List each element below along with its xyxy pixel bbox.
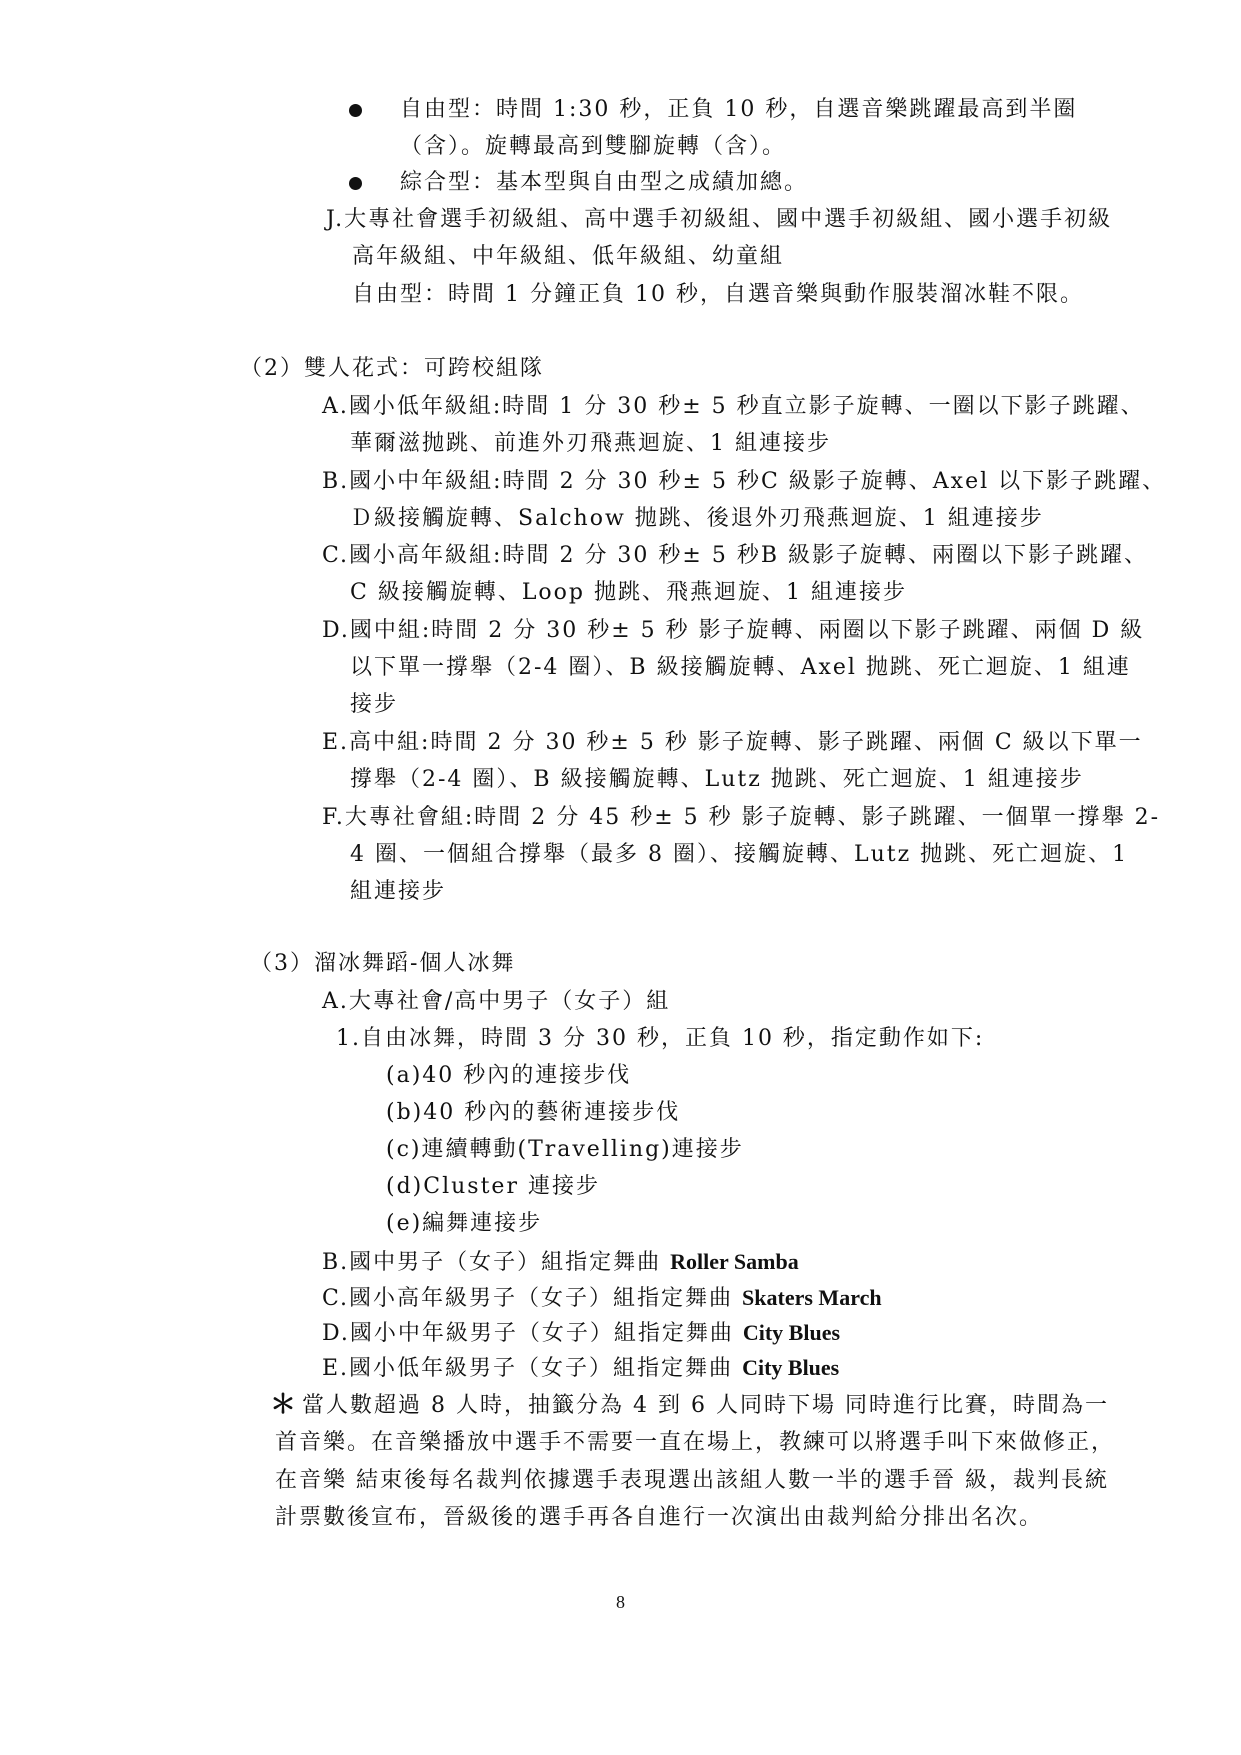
- dance-element: (d)Cluster 連接步: [386, 1174, 600, 1199]
- note-line-2: 首音樂。在音樂播放中選手不需要一直在場上，教練可以將選手叫下來做修正，: [275, 1430, 1116, 1455]
- pairs-line: 華爾滋抛跳、前進外刃飛燕迴旋、1 組連接步: [350, 431, 831, 456]
- pairs-line: A.國小低年級組:時間 1 分 30 秒± 5 秒直立影子旋轉、一圈以下影子跳躍、: [322, 394, 1145, 419]
- pairs-line: Ｄ級接觸旋轉、Salchow 抛跳、後退外刃飛燕迴旋、1 組連接步: [350, 506, 1044, 531]
- bullet-icon: [349, 177, 362, 190]
- category-j-line-3: 自由型：時間 1 分鐘正負 10 秒，自選音樂與動作服裝溜冰鞋不限。: [352, 282, 1084, 307]
- pairs-line: 接步: [350, 692, 399, 717]
- pairs-heading: （2）雙人花式：可跨校組隊: [240, 356, 544, 381]
- pairs-line: F.大專社會組:時間 2 分 45 秒± 5 秒 影子旋轉、影子跳躍、一個單一撐舉 2-: [322, 805, 1161, 830]
- pairs-line: C 級接觸旋轉、Loop 抛跳、飛燕迴旋、1 組連接步: [350, 580, 907, 605]
- dance-b-prefix: B.國中男子（女子）組指定舞曲: [322, 1250, 671, 1275]
- bullet-icon: [349, 104, 362, 117]
- free-style-line-1: 自由型：時間 1:30 秒，正負 10 秒，自選音樂跳躍最高到半圈: [400, 97, 1078, 122]
- dance-element: (a)40 秒內的連接步伐: [386, 1063, 632, 1088]
- pairs-line: 4 圈、一個組合撐舉（最多 8 圈）、接觸旋轉、Lutz 抛跳、死亡迴旋、1: [350, 842, 1129, 867]
- dance-element: (b)40 秒內的藝術連接步伐: [386, 1100, 681, 1125]
- dance-e-song: City Blues: [742, 1355, 840, 1380]
- asterisk-icon: ＊: [270, 1390, 297, 1420]
- pairs-line: 組連接步: [350, 879, 447, 904]
- dance-b-song: Roller Samba: [670, 1249, 799, 1274]
- dance-c-prefix: C.國小高年級男子（女子）組指定舞曲: [322, 1286, 743, 1311]
- dance-d-song: City Blues: [742, 1320, 841, 1345]
- note-line-4: 計票數後宣布，晉級後的選手再各自進行一次演出由裁判給分排出名次。: [275, 1505, 1044, 1530]
- dance-e-line: [322, 1353, 839, 1384]
- dance-a-heading: A.大專社會/高中男子（女子）組: [322, 989, 671, 1014]
- category-j-line-2: 高年級組、中年級組、低年級組、幼童組: [352, 244, 785, 269]
- dance-a-item-1: 1.自由冰舞，時間 3 分 30 秒，正負 10 秒，指定動作如下:: [336, 1026, 985, 1051]
- pairs-line: 撐舉（2-4 圈）、B 級接觸旋轉、Lutz 抛跳、死亡迴旋、1 組連接步: [350, 767, 1084, 792]
- pairs-line: B.國小中年級組:時間 2 分 30 秒± 5 秒C 級影子旋轉、Axel 以下影子跳躍、: [322, 469, 1167, 494]
- dance-c-song: Skaters March: [742, 1285, 882, 1310]
- dance-e-prefix: E.國小低年級男子（女子）組指定舞曲: [322, 1356, 743, 1381]
- pairs-line: E.高中組:時間 2 分 30 秒± 5 秒 影子旋轉、影子跳躍、兩個 C 級以下單一: [322, 730, 1143, 755]
- note-line-3: 在音樂 結束後每名裁判依據選手表現選出該組人數一半的選手晉 級，裁判長統: [275, 1468, 1109, 1493]
- dance-element: (c)連續轉動(Travelling)連接步: [386, 1137, 744, 1162]
- note-line-1: 當人數超過 8 人時，抽籤分為 4 到 6 人同時下場 同時進行比賽，時間為一: [302, 1393, 1109, 1418]
- category-j-line-1: J.大專社會選手初級組、高中選手初級組、國中選手初級組、國小選手初級: [326, 207, 1113, 232]
- pairs-line: D.國中組:時間 2 分 30 秒± 5 秒 影子旋轉、兩圈以下影子跳躍、兩個 D 級: [322, 618, 1145, 643]
- dance-c-line: [322, 1283, 882, 1314]
- dance-d-prefix: D.國小中年級男子（女子）組指定舞曲: [322, 1321, 743, 1346]
- pairs-line: C.國小高年級組:時間 2 分 30 秒± 5 秒B 級影子旋轉、兩圈以下影子跳躍、: [322, 543, 1148, 568]
- dance-element: (e)編舞連接步: [386, 1211, 543, 1236]
- dance-d-line: [322, 1318, 840, 1349]
- combined-line: 綜合型：基本型與自由型之成績加總。: [400, 170, 809, 195]
- dance-heading: （3）溜冰舞蹈-個人冰舞: [250, 951, 516, 976]
- free-style-line-2: （含）。旋轉最高到雙腳旋轉（含）。: [400, 134, 787, 159]
- pairs-line: 以下單一撐舉（2-4 圈）、B 級接觸旋轉、Axel 抛跳、死亡迴旋、1 組連: [350, 655, 1131, 680]
- page-number: 8: [616, 1592, 625, 1612]
- dance-b-line: [322, 1247, 799, 1278]
